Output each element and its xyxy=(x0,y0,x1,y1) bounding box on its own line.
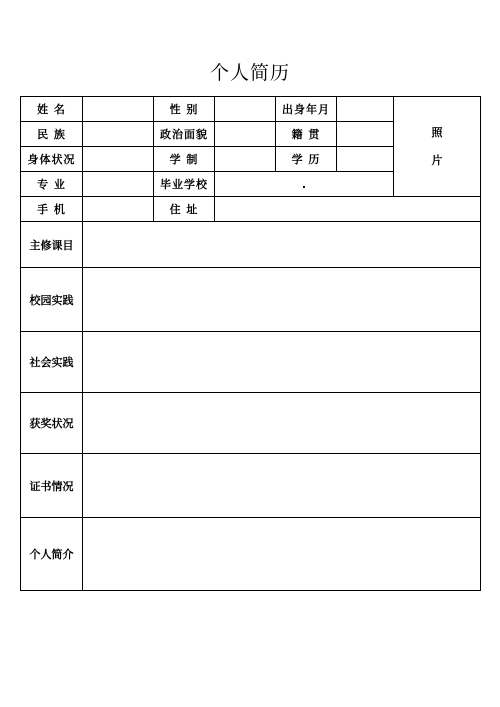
education-label: 学 历 xyxy=(276,147,337,172)
major-label: 专 业 xyxy=(21,172,83,197)
address-label: 住 址 xyxy=(154,197,215,222)
health-field[interactable] xyxy=(83,147,154,172)
native-place-label: 籍 贯 xyxy=(276,122,337,147)
photo-text-1: 照 xyxy=(431,125,443,139)
row-intro xyxy=(21,518,481,591)
phone-label: 手 机 xyxy=(21,197,83,222)
campus-practice-label: 校园实践 xyxy=(21,268,83,332)
row-campus-practice xyxy=(21,268,481,332)
political-label: 政治面貌 xyxy=(154,122,215,147)
resume-table xyxy=(20,96,481,591)
certificates-field[interactable] xyxy=(83,454,481,518)
photo-text-2: 片 xyxy=(431,153,443,167)
phone-field[interactable] xyxy=(83,197,154,222)
social-practice-label: 社会实践 xyxy=(21,332,83,393)
name-label: 姓 名 xyxy=(21,97,83,122)
birth-field[interactable] xyxy=(337,97,394,122)
row-certificates xyxy=(21,454,481,518)
intro-field[interactable] xyxy=(83,518,481,591)
ethnicity-label: 民 族 xyxy=(21,122,83,147)
political-field[interactable] xyxy=(215,122,276,147)
name-field[interactable] xyxy=(83,97,154,122)
photo-box[interactable] xyxy=(394,97,481,197)
awards-field[interactable] xyxy=(83,393,481,454)
schooling-field[interactable] xyxy=(215,147,276,172)
birth-label: 出身年月 xyxy=(276,97,337,122)
courses-field[interactable] xyxy=(83,222,481,268)
row-name xyxy=(21,97,481,122)
native-place-field[interactable] xyxy=(337,122,394,147)
school-field[interactable]: . xyxy=(215,172,394,197)
row-social-practice xyxy=(21,332,481,393)
school-label: 毕业学校 xyxy=(154,172,215,197)
awards-label: 获奖状况 xyxy=(21,393,83,454)
address-field[interactable] xyxy=(215,197,481,222)
schooling-label: 学 制 xyxy=(154,147,215,172)
page-title: 个人简历 xyxy=(209,62,290,84)
gender-label: 性 别 xyxy=(154,97,215,122)
major-field[interactable] xyxy=(83,172,154,197)
campus-practice-field[interactable] xyxy=(83,268,481,332)
row-phone xyxy=(21,197,481,222)
social-practice-field[interactable] xyxy=(83,332,481,393)
education-field[interactable] xyxy=(337,147,394,172)
certificates-label: 证书情况 xyxy=(21,454,83,518)
ethnicity-field[interactable] xyxy=(83,122,154,147)
health-label: 身体状况 xyxy=(21,147,83,172)
courses-label: 主修课目 xyxy=(21,222,83,268)
gender-field[interactable] xyxy=(215,97,276,122)
intro-label: 个人简介 xyxy=(21,518,83,591)
row-awards xyxy=(21,393,481,454)
row-courses xyxy=(21,222,481,268)
